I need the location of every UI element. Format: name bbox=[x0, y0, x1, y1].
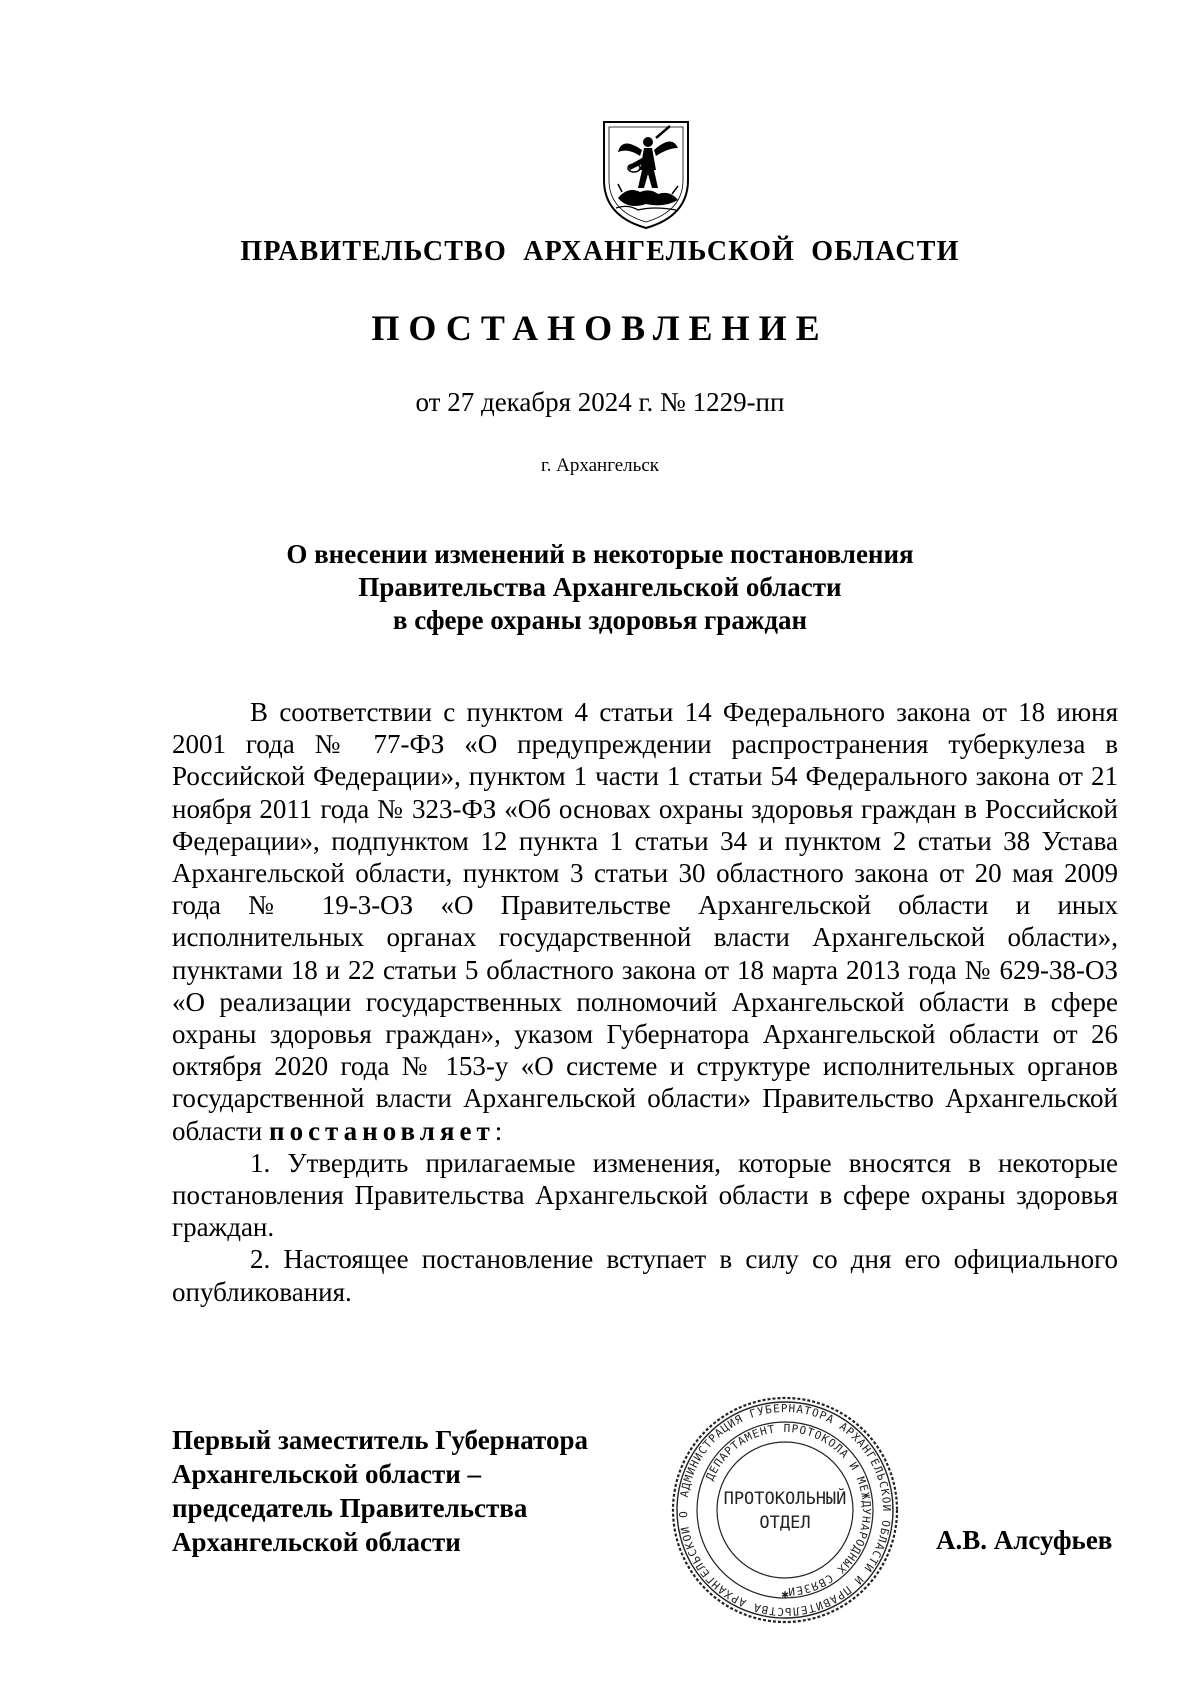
document-body bbox=[172, 696, 1118, 1308]
svg-text:ДЕПАРТАМЕНТ ПРОТОКОЛА И МЕЖДУН bbox=[703, 1422, 873, 1598]
decree-item-1: 1. Утвердить прилагаемые изменения, которые вносятся в некоторые постановления Правительства Архангельской области в сфере охраны здоровья граждан. bbox=[172, 1147, 1118, 1243]
subject-line: О внесении изменений в некоторые постановления bbox=[286, 539, 914, 569]
subject-line: Правительства Архангельской области bbox=[358, 572, 842, 602]
stamp-inner-text: ДЕПАРТАМЕНТ ПРОТОКОЛА И МЕЖДУНАРОДНЫХ СВЯЗЕЙ bbox=[703, 1421, 874, 1599]
signer-position-line: председатель Правительства bbox=[172, 1493, 528, 1523]
stamp-outer-text: АДМИНИСТРАЦИЯ ГУБЕРНАТОРА АРХАНГЕЛЬСКОЙ ОБЛАСТИ И ПРАВИТЕЛЬСТВА АРХАНГЕЛЬСКОЙ О bbox=[676, 1401, 894, 1619]
organization-title: ПРАВИТЕЛЬСТВО АРХАНГЕЛЬСКОЙ ОБЛАСТИ bbox=[240, 236, 960, 267]
document-date-number: от 27 декабря 2024 г. № 1229-пп bbox=[415, 387, 785, 417]
document-type: ПОСТАНОВЛЕНИЕ bbox=[371, 308, 829, 348]
official-stamp bbox=[665, 1390, 905, 1630]
signer-name: А.В. Алсуфьев bbox=[936, 1525, 1113, 1555]
stamp-center-line: ПРОТОКОЛЬНЫЙ bbox=[723, 1489, 847, 1509]
decree-word: постановляет bbox=[269, 1115, 495, 1146]
signer-position-line: Архангельской области bbox=[172, 1527, 461, 1557]
preamble-paragraph bbox=[172, 696, 1118, 1147]
preamble-text: В соответствии с пунктом 4 статьи 14 Федерального закона от 18 июня 2001 года № 77-ФЗ «О предупреждении распространения туберкулеза в Российской Федерации», пунктом 1 части 1 статьи 54 Федерального закона от 21 ноября 2011 года № 323-ФЗ «Об основах охраны здоровья граждан в Российской Федерации», подпунктом 12 пункта 1 статьи 34 и пунктом 2 статьи 38 Устава Архангельской области, пунктом 3 статьи 30 областного закона от 20 мая 2009 года № 19-3-ОЗ «О Правительстве Архангельской области и иных исполнительных органах государственной власти Архангельской области», пунктами 18 и 22 статьи 5 областного закона от 18 марта 2013 года № 629-38-ОЗ «О реализации государственных полномочий Архангельской области в сфере охраны здоровья граждан», указом Губернатора Архангельской области от 26 октября 2020 года № 153-у «О системе и структуре исполнительных органов государственной власти Архангельской области» Правительство Архангельской области bbox=[172, 697, 1118, 1146]
stamp-center-line: ОТДЕЛ bbox=[759, 1513, 811, 1533]
decree-colon: : bbox=[494, 1115, 503, 1146]
signer-position-line: Первый заместитель Губернатора bbox=[172, 1425, 588, 1455]
coat-of-arms-icon bbox=[598, 118, 694, 230]
subject-line: в сфере охраны здоровья граждан bbox=[392, 605, 808, 635]
signer-position bbox=[172, 1423, 588, 1559]
document-city: г. Архангельск bbox=[540, 455, 659, 476]
stamp-star-icon: ✱ bbox=[781, 1587, 789, 1601]
signer-position-line: Архангельской области – bbox=[172, 1459, 482, 1489]
decree-item-2: 2. Настоящее постановление вступает в силу со дня его официального опубликования. bbox=[172, 1244, 1118, 1307]
document-subject bbox=[0, 538, 1200, 637]
